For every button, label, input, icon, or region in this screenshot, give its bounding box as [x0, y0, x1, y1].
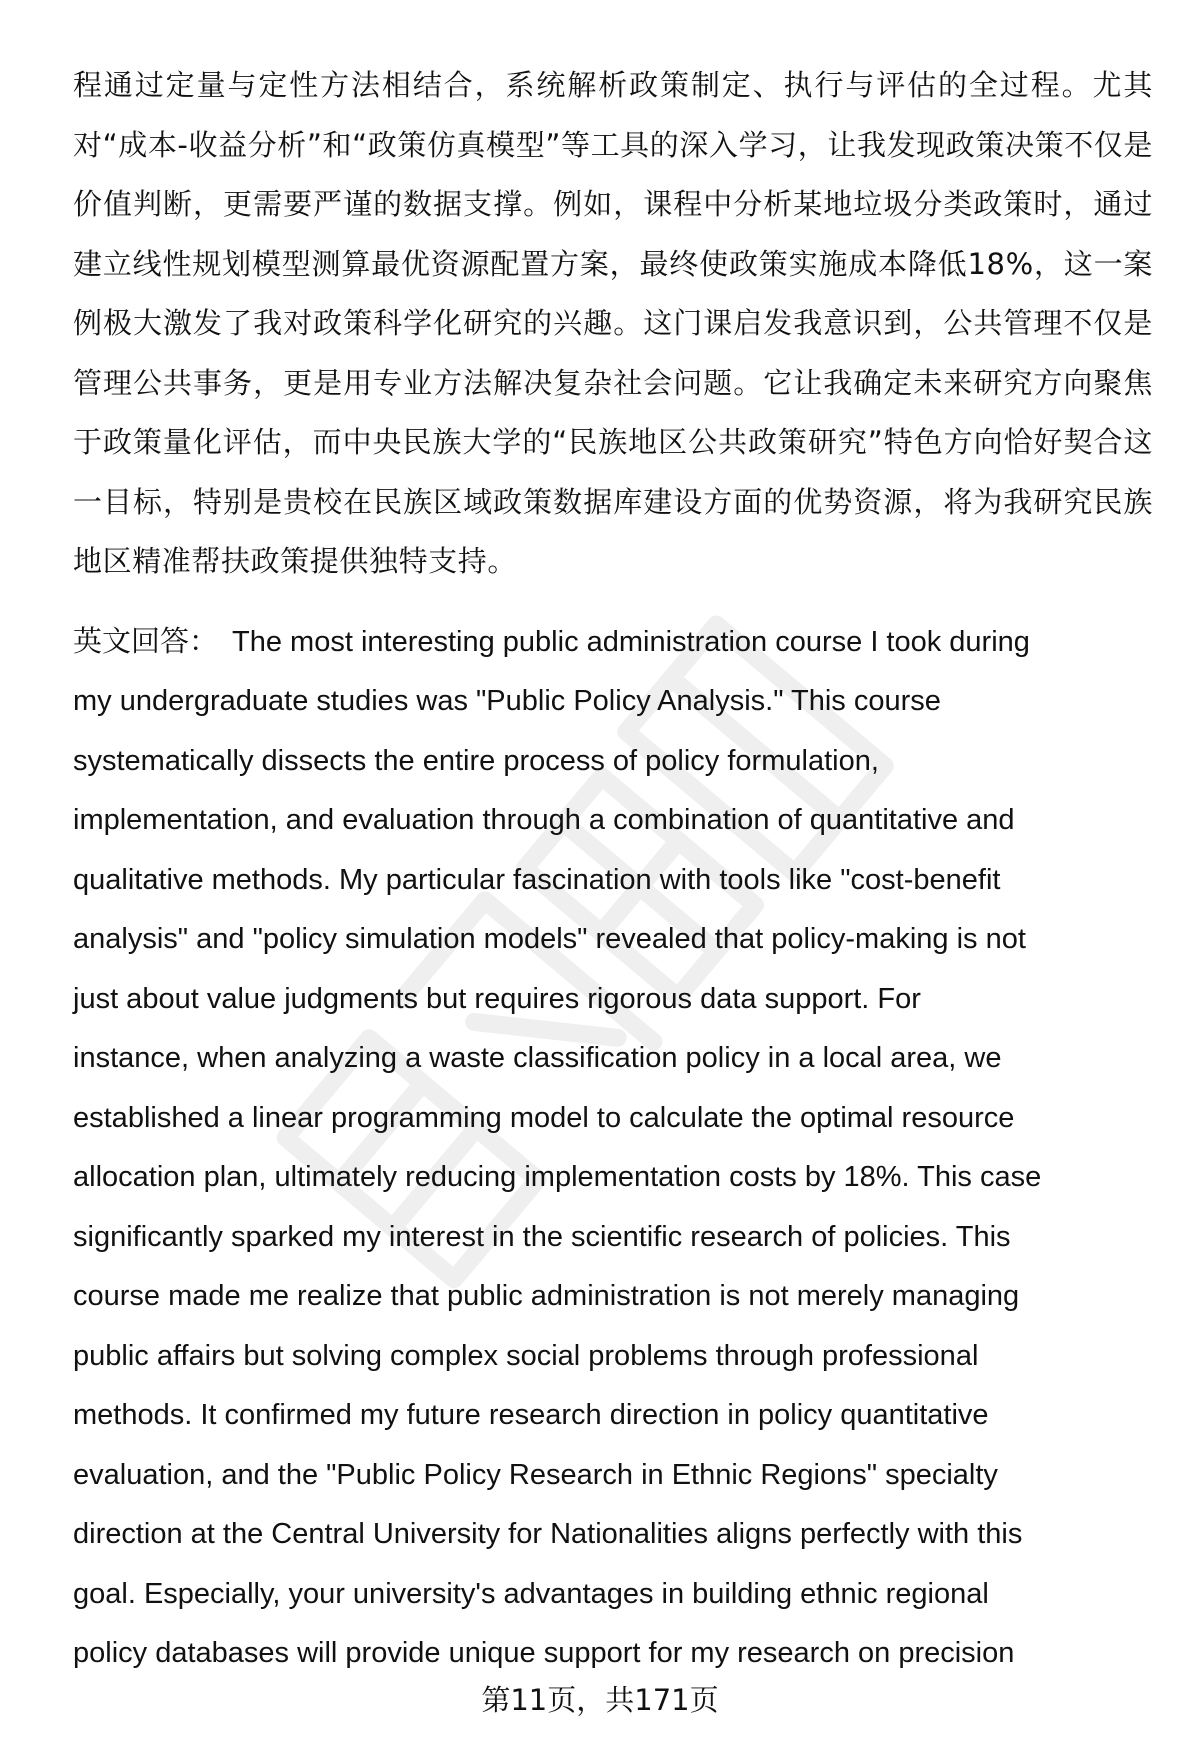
- english-answer-line: allocation plan, ultimately reducing implementation costs by 18%. This case: [73, 1161, 1042, 1193]
- english-answer-line: my undergraduate studies was "Public Policy Analysis." This course: [73, 685, 941, 717]
- english-answer-line: course made me realize that public administration is not merely managing: [73, 1280, 1020, 1312]
- english-answer-line: just about value judgments but requires rigorous data support. For: [73, 982, 921, 1015]
- english-answer-line: systematically dissects the entire process of policy formulation,: [73, 744, 879, 777]
- english-answer-line: implementation, and evaluation through a combination of quantitative and: [73, 804, 1015, 836]
- english-answer-line: evaluation, and the "Public Policy Research in Ethnic Regions" specialty: [73, 1458, 998, 1491]
- english-answer-line: public affairs but solving complex social problems through professional: [73, 1339, 979, 1372]
- english-answer-line: instance, when analyzing a waste classification policy in a local area, we: [73, 1042, 1002, 1074]
- english-answer-line: goal. Especially, your university's advantages in building ethnic regional: [73, 1577, 989, 1610]
- page-number-footer: 第11页，共171页: [481, 1683, 719, 1717]
- document-body: [73, 56, 1153, 1684]
- english-answer-line: direction at the Central University for Nationalities aligns perfectly with this: [73, 1518, 1023, 1550]
- english-answer-paragraph: [73, 612, 1153, 1684]
- chinese-answer-paragraph: 程通过定量与定性方法相结合，系统解析政策制定、执行与评估的全过程。尤其对“成本-收益分析”和“政策仿真模型”等工具的深入学习，让我发现政策决策不仅是价值判断，更需要严谨的数据支撑。例如，课程中分析某地垃圾分类政策时，通过建立线性规划模型测算最优资源配置方案，最终使政策实施成本降低18%，这一案例极大激发了我对政策科学化研究的兴趣。这门课启发我意识到，公共管理不仅是管理公共事务，更是用专业方法解决复杂社会问题。它让我确定未来研究方向聚焦于政策量化评估，而中央民族大学的“民族地区公共政策研究”特色方向恰好契合这一目标，特别是贵校在民族区域政策数据库建设方面的优势资源，将为我研究民族地区精准帮扶政策提供独特支持。: [73, 68, 1153, 578]
- english-answer-line: methods. It confirmed my future research direction in policy quantitative: [73, 1399, 989, 1431]
- english-answer-label: 英文回答：: [73, 623, 219, 658]
- english-answer-line: analysis" and "policy simulation models" revealed that policy-making is not: [73, 923, 1026, 955]
- english-answer-line: significantly sparked my interest in the scientific research of policies. This: [73, 1220, 1011, 1253]
- english-answer-line: policy databases will provide unique support for my research on precision: [73, 1637, 1015, 1669]
- english-answer-line: established a linear programming model to calculate the optimal resource: [73, 1101, 1015, 1134]
- english-answer-line: qualitative methods. My particular fascination with tools like "cost-benefit: [73, 863, 1001, 896]
- english-answer-line: 英文回答： The most interesting public administration course I took during: [73, 623, 1030, 658]
